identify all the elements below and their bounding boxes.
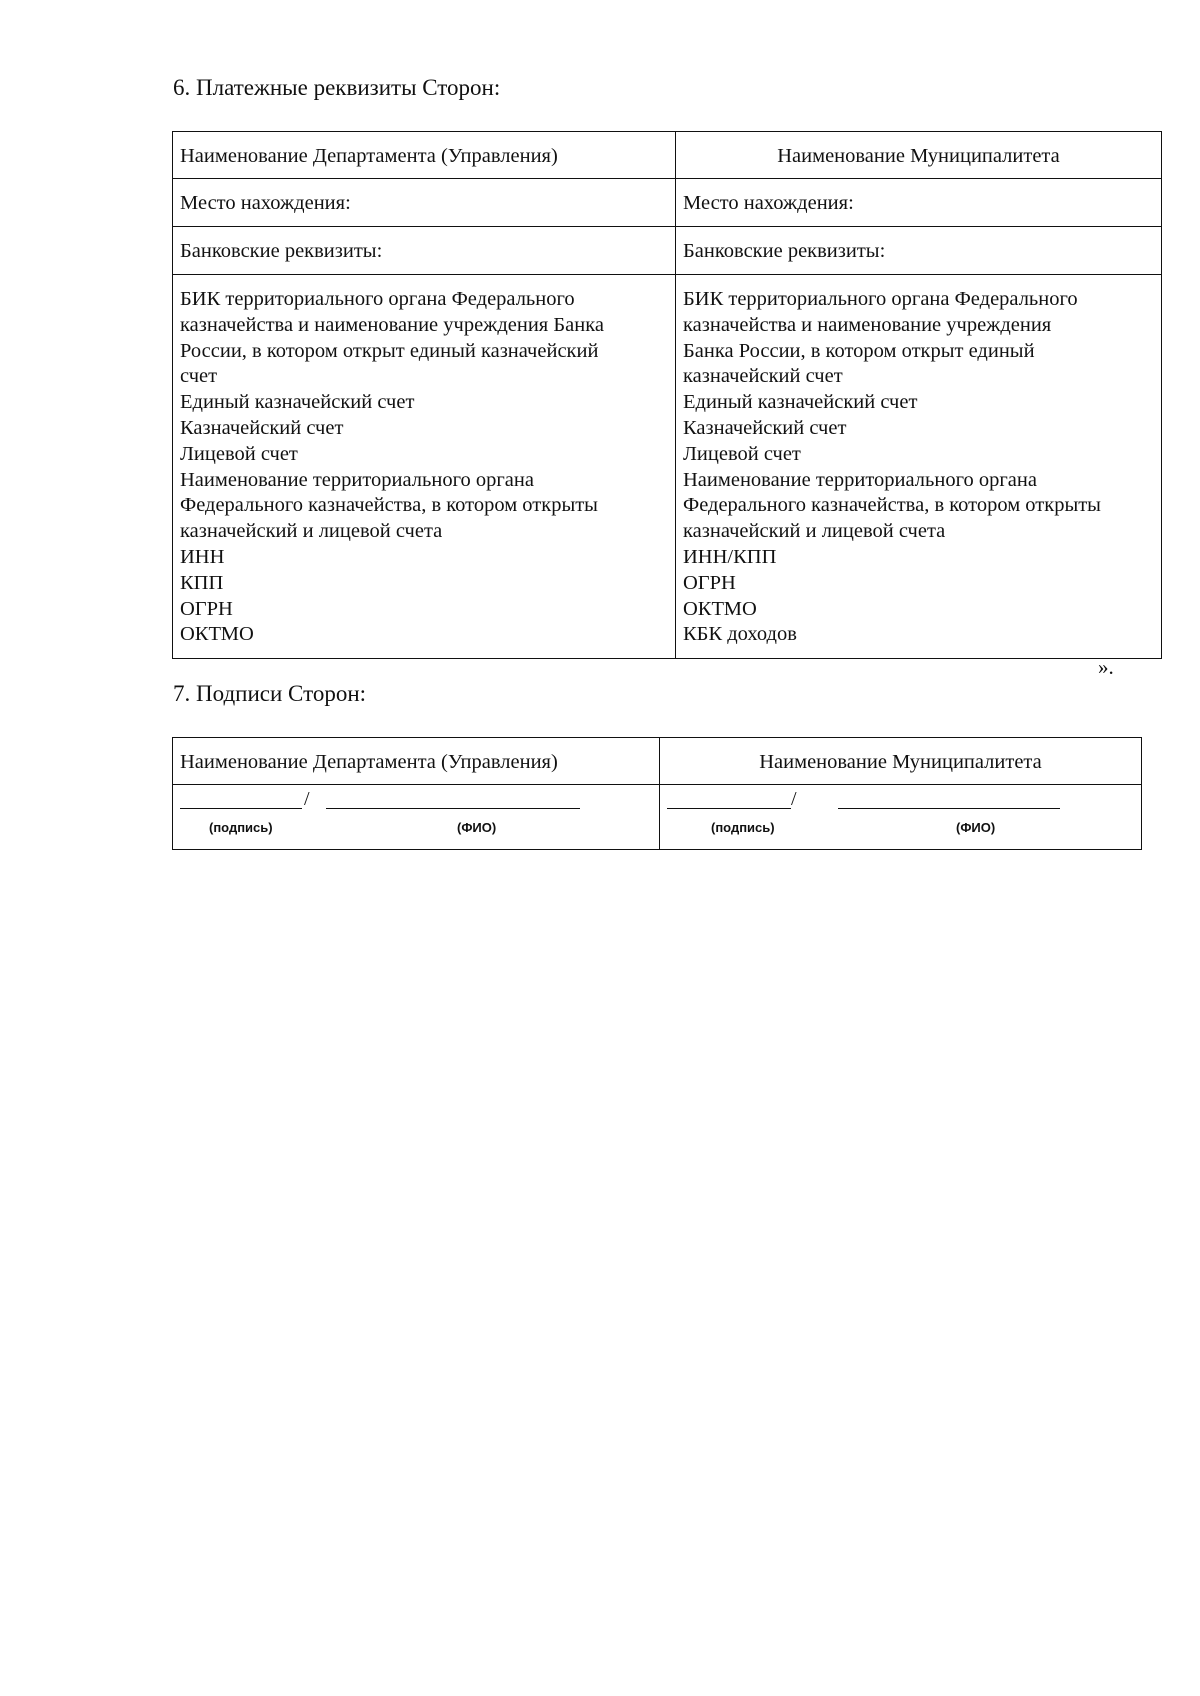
slash-separator: / (791, 788, 797, 810)
list-item: Казначейский счет (683, 416, 847, 439)
sig-party1-name-cell (173, 738, 660, 785)
list-item: ОГРН (180, 597, 233, 620)
table-row (173, 785, 1142, 850)
list-item: Казначейский счет (180, 416, 344, 439)
list-item: Наименование территориального органа (180, 468, 534, 491)
list-item: ОКТМО (683, 597, 757, 620)
sig-party2-signature-cell (660, 785, 1142, 850)
party1-address-label: Место нахождения: (180, 192, 351, 214)
signatures-table (172, 737, 1142, 850)
list-item: ИНН (180, 545, 225, 568)
sig-party1-signature-cell (173, 785, 660, 850)
fio-caption: (ФИО) (457, 820, 497, 835)
party2-requisites-list (683, 275, 1154, 658)
list-item: БИК территориального органа Федерального (180, 288, 575, 310)
list-item: БИК территориального органа Федерального (683, 288, 1078, 310)
list-item: Лицевой счет (180, 442, 298, 465)
table-row (173, 227, 1162, 275)
party2-address-label: Место нахождения: (683, 192, 854, 214)
party1-requisites-list (180, 275, 668, 658)
list-item: счет (180, 365, 218, 388)
list-item: казначейский и лицевой счета (180, 520, 443, 543)
party2-bank-label: Банковские реквизиты: (683, 240, 886, 262)
fio-line (838, 808, 1060, 809)
list-item: Наименование территориального органа (683, 468, 1037, 491)
party1-name: Наименование Департамента (Управления) (180, 145, 558, 167)
sig-party2-name-cell (660, 738, 1142, 785)
list-item: ОГРН (683, 571, 736, 594)
party2-address-cell (676, 179, 1162, 227)
closing-quote: ». (1098, 655, 1114, 679)
list-item: Банка России, в котором открыт единый (683, 339, 1035, 362)
sig-party2-name: Наименование Муниципалитета (759, 751, 1042, 773)
list-item: Единый казначейский счет (180, 391, 415, 414)
list-item: КПП (180, 571, 224, 594)
section-7-heading: 7. Подписи Сторон: (173, 681, 367, 706)
party2-name: Наименование Муниципалитета (777, 145, 1060, 167)
signature-caption: (подпись) (209, 820, 273, 835)
party1-name-cell (173, 132, 676, 179)
section-6-heading: 6. Платежные реквизиты Сторон: (173, 75, 501, 100)
table-row (173, 132, 1162, 179)
party2-name-cell (676, 132, 1162, 179)
list-item: Лицевой счет (683, 442, 801, 465)
fio-caption: (ФИО) (956, 820, 996, 835)
list-item: ИНН/КПП (683, 545, 777, 568)
payment-requisites-table (172, 131, 1162, 659)
party2-bank-cell (676, 227, 1162, 275)
list-item: России, в котором открыт единый казначейский (180, 339, 599, 362)
list-item: казначейский и лицевой счета (683, 520, 946, 543)
sig-party1-name: Наименование Департамента (Управления) (180, 751, 558, 773)
list-item: казначейства и наименование учреждения Банка (180, 313, 604, 336)
signature-line (667, 808, 791, 809)
table-row (173, 179, 1162, 227)
party1-requisites-cell (173, 275, 676, 659)
list-item: КБК доходов (683, 623, 797, 646)
signature-caption: (подпись) (711, 820, 775, 835)
table-row (173, 738, 1142, 785)
list-item: ОКТМО (180, 623, 254, 646)
list-item: Федерального казначейства, в котором открыты (180, 494, 598, 517)
signature-line (180, 808, 302, 809)
party1-bank-label: Банковские реквизиты: (180, 240, 383, 262)
fio-line (326, 808, 580, 809)
party1-bank-cell (173, 227, 676, 275)
slash-separator: / (304, 788, 310, 810)
list-item: казначейский счет (683, 365, 843, 388)
list-item: Федерального казначейства, в котором открыты (683, 494, 1101, 517)
party2-requisites-cell (676, 275, 1162, 659)
table-row (173, 275, 1162, 659)
list-item: Единый казначейский счет (683, 391, 918, 414)
list-item: казначейства и наименование учреждения (683, 313, 1052, 336)
party1-address-cell (173, 179, 676, 227)
